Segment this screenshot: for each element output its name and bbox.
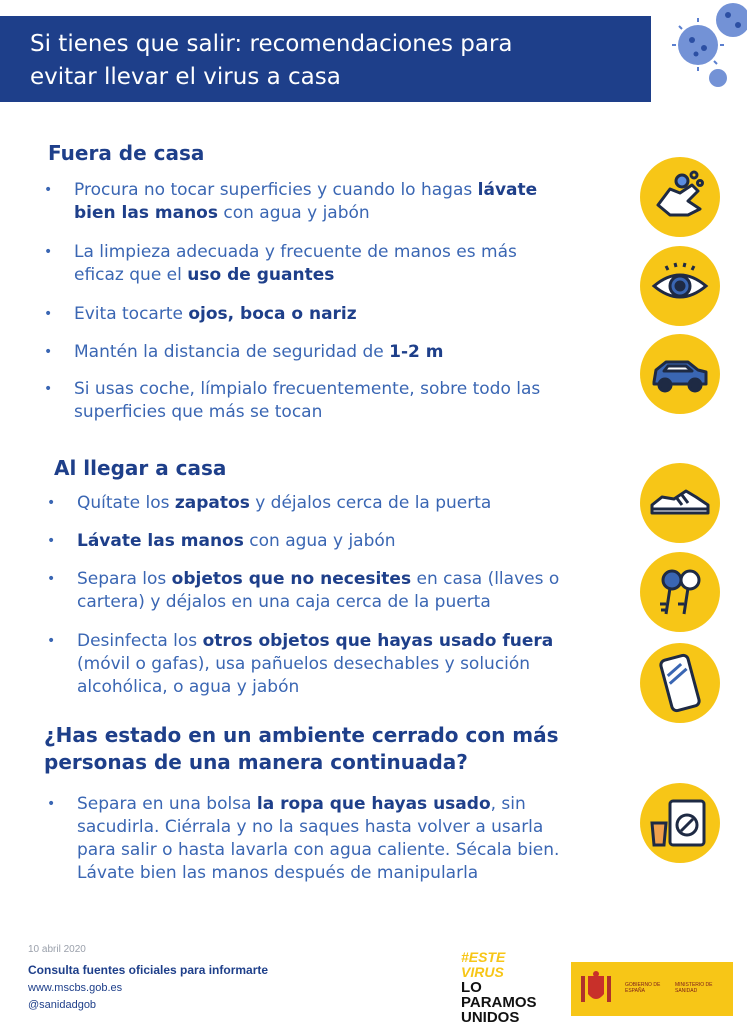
bullet-text: Mantén la distancia de seguridad de	[74, 342, 390, 362]
bullet-text: Quítate los	[77, 493, 175, 513]
virus-icon	[658, 0, 747, 100]
phone-icon	[640, 643, 720, 723]
bullet-bold: objetos que no necesites	[171, 569, 412, 589]
date-text: 10 abril 2020	[28, 944, 86, 955]
bullet-text: con agua y jabón	[217, 203, 370, 223]
list-item	[44, 303, 624, 326]
consult-text: Consulta fuentes oficiales para informarte	[28, 963, 269, 977]
bullet-bold: zapatos	[174, 493, 250, 513]
bullet-text: sacudirla. Ciérrala y no la saques hasta volver a usarla	[77, 817, 544, 837]
twitter-handle[interactable]: @sanidadgob	[28, 999, 97, 1011]
bullet-bold: otros objetos que hayas usado fuera	[202, 631, 554, 651]
government-logo	[571, 962, 733, 1016]
bullet-text: La limpieza adecuada y frecuente de manos es más	[74, 242, 517, 262]
bullet-text: y déjalos cerca de la puerta	[249, 493, 492, 513]
bullet-text: Si usas coche, límpialo frecuentemente, sobre todo las	[74, 379, 541, 399]
list-item	[44, 378, 624, 424]
bullet-dot: •	[47, 571, 56, 587]
slogan-line: #ESTE	[461, 949, 506, 965]
list-item	[47, 492, 627, 515]
section-title-line: ¿Has estado en un ambiente cerrado con más	[44, 723, 559, 747]
slogan-line: LO	[461, 979, 482, 996]
bullet-text: Separa en una bolsa	[77, 794, 257, 814]
bullet-text: Procura no tocar superficies y cuando lo hagas	[74, 180, 478, 200]
list-item	[47, 793, 637, 885]
section-title-ambiente	[44, 722, 559, 776]
bullet-dot: •	[47, 495, 56, 511]
section-title-line: personas de una manera continuada?	[44, 750, 468, 774]
bullet-dot: •	[44, 344, 53, 360]
header-title-line1: Si tienes que salir: recomendaciones para	[30, 31, 513, 57]
list-item	[44, 179, 624, 225]
bullet-text: alcohólica, o agua y jabón	[77, 677, 300, 697]
bullet-text: Evita tocarte	[74, 304, 189, 324]
bullet-dot: •	[47, 796, 56, 812]
slogan-line: UNIDOS	[461, 1009, 520, 1026]
bullet-text: Separa los	[77, 569, 172, 589]
car-icon	[640, 334, 720, 414]
bullet-dot: •	[44, 182, 53, 198]
ministry-text: MINISTERIO DE SANIDAD	[675, 982, 713, 994]
hand-washing-icon	[640, 157, 720, 237]
list-item	[44, 341, 624, 364]
bullet-dot: •	[44, 244, 53, 260]
bullet-text: con agua y jabón	[243, 531, 396, 551]
bullet-dot: •	[47, 533, 56, 549]
list-item	[47, 568, 627, 614]
bullet-bold: uso de guantes	[187, 265, 335, 285]
coat-of-arms-icon	[579, 970, 613, 1008]
bullet-bold: 1-2 m	[389, 342, 444, 362]
bullet-dot: •	[44, 306, 53, 322]
slogan-line: PARAMOS	[461, 994, 537, 1011]
bullet-text: eficaz que el	[74, 265, 188, 285]
bullet-bold: Lávate las manos	[77, 531, 244, 551]
bullet-dot: •	[44, 381, 53, 397]
bullet-bold: lávate	[477, 180, 538, 200]
bullet-text: (móvil o gafas), usa pañuelos desechables y solución	[77, 654, 531, 674]
section-title-fuera: Fuera de casa	[48, 141, 205, 165]
bullet-bold: la ropa que hayas usado	[256, 794, 491, 814]
bullet-text: para salir o hasta lavarla con agua caliente. Sécala bien.	[77, 840, 560, 860]
bullet-bold: ojos, boca o nariz	[188, 304, 357, 324]
washing-machine-icon	[640, 783, 720, 863]
slogan-logo	[461, 950, 571, 1025]
bullet-text: Desinfecta los	[77, 631, 203, 651]
section-title-llegar: Al llegar a casa	[54, 456, 227, 480]
gov-text: GOBIERNO DE ESPAÑA	[625, 982, 661, 994]
list-item	[44, 241, 624, 287]
list-item	[47, 530, 627, 553]
bullet-dot: •	[47, 633, 56, 649]
bullet-text: , sin	[490, 794, 526, 814]
list-item	[47, 630, 627, 699]
header-title-line2: evitar llevar el virus a casa	[30, 64, 341, 90]
keys-icon	[640, 552, 720, 632]
bullet-bold: bien las manos	[74, 203, 218, 223]
bullet-text: superficies que más se tocan	[74, 402, 323, 422]
shoe-icon	[640, 463, 720, 543]
bullet-text: en casa (llaves o	[411, 569, 560, 589]
bullet-text: Lávate bien las manos después de manipularla	[77, 863, 479, 883]
header-banner	[0, 16, 651, 102]
website-link[interactable]: www.mscbs.gob.es	[28, 982, 123, 994]
eye-icon	[640, 246, 720, 326]
slogan-line: VIRUS	[461, 964, 504, 980]
bullet-text: cartera) y déjalos en una caja cerca de la puerta	[77, 592, 491, 612]
